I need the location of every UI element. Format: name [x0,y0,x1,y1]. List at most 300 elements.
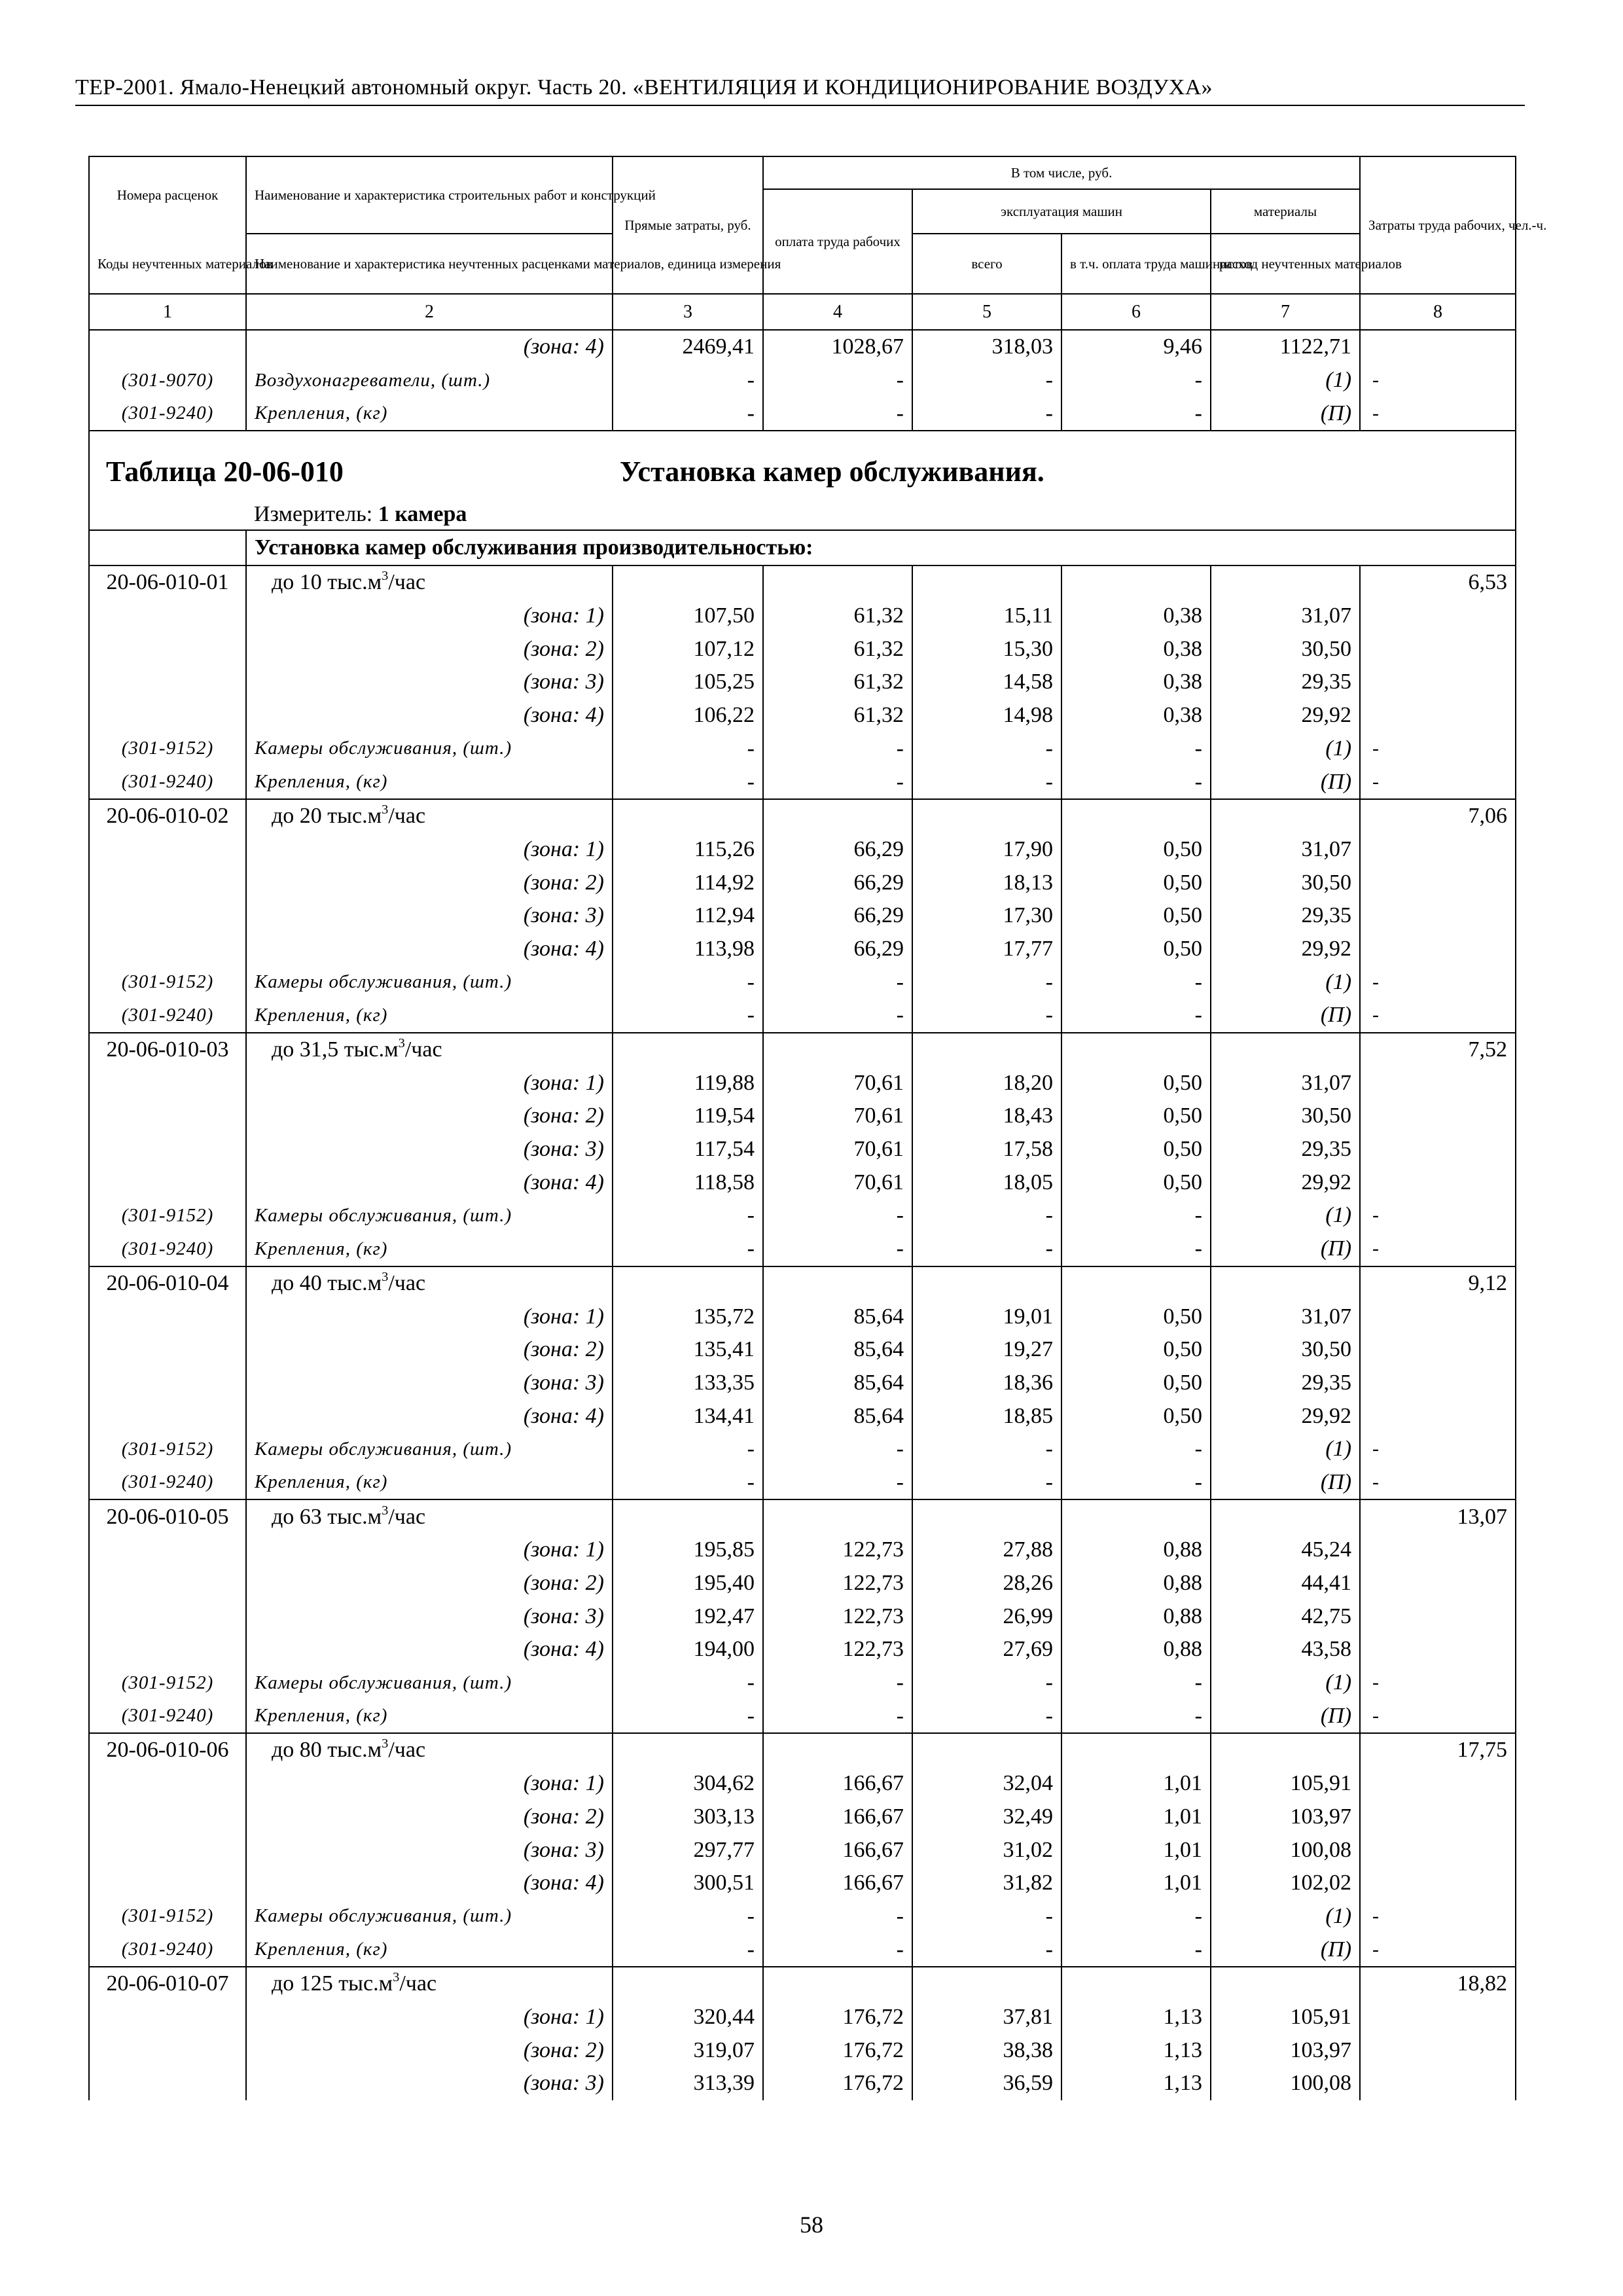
value-cell [912,1266,1061,1300]
value-cell: 0,88 [1061,1567,1211,1600]
zone-row [89,933,1516,966]
value-cell: 29,35 [1211,666,1360,699]
rate-name [246,799,613,833]
value-cell: 31,07 [1211,1300,1360,1333]
value-cell [763,1033,912,1067]
value-cell: 103,97 [1211,2034,1360,2067]
value-cell [613,565,763,600]
value-cell [912,1033,1061,1067]
rate-code: 20-06-010-02 [89,799,246,833]
zone-label: (зона: 1) [246,2001,613,2034]
rate-code-cell [89,1399,246,1433]
table-name: Таблица 20-06-010 [106,456,344,488]
zone-row [89,666,1516,699]
value-cell: 17,58 [912,1133,1061,1166]
value-cell: 32,04 [912,1767,1061,1801]
value-cell: 176,72 [763,2034,912,2067]
material-row [89,1933,1516,1967]
value-cell: - [613,765,763,799]
value-cell: 0,38 [1061,699,1211,732]
rate-unit-tail: /час [388,570,426,595]
value-cell: 31,02 [912,1833,1061,1867]
value-cell: - [912,765,1061,799]
value-cell [912,565,1061,600]
value-cell: - [613,1433,763,1466]
zone-label: (зона: 2) [246,1567,613,1600]
value-cell: - [912,1666,1061,1700]
zone-row [89,1767,1516,1801]
value-cell: 66,29 [763,933,912,966]
zone-row [89,2067,1516,2100]
value-cell: 0,50 [1061,933,1211,966]
value-cell: - [763,999,912,1033]
col-machines-total: всего [912,234,1061,294]
labor-cell: - [1360,1466,1516,1500]
zone-label: (зона: 2) [246,1100,613,1133]
value-cell: 106,22 [613,699,763,732]
col-rate-number: Номера расценок [89,156,246,234]
value-cell: 318,03 [912,330,1061,364]
value-cell: 37,81 [912,2001,1061,2034]
zone-row [89,2001,1516,2034]
material-name: Крепления, (кг) [246,999,613,1033]
value-cell: - [1061,999,1211,1033]
table-title-cell [89,431,1516,502]
material-name: Камеры обслуживания, (шт.) [246,1666,613,1700]
value-cell: - [912,1900,1061,1933]
material-name: Камеры обслуживания, (шт.) [246,732,613,766]
rate-row [89,1499,1516,1534]
value-cell: 19,01 [912,1300,1061,1333]
value-cell: 0,88 [1061,1534,1211,1567]
zone-row [89,632,1516,666]
value-cell: 66,29 [763,899,912,933]
material-name: Крепления, (кг) [246,1232,613,1266]
labor-cost: 6,53 [1360,565,1516,600]
zone-label: (зона: 2) [246,2034,613,2067]
material-code: (301-9240) [89,999,246,1033]
material-code: (301-9152) [89,1666,246,1700]
zone-label: (зона: 1) [246,1300,613,1333]
material-row [89,1466,1516,1500]
material-row [89,1199,1516,1232]
value-cell: 18,43 [912,1100,1061,1133]
rate-row [89,799,1516,833]
rate-code: 20-06-010-04 [89,1266,246,1300]
material-consumption: (П) [1211,999,1360,1033]
value-cell: 319,07 [613,2034,763,2067]
running-header: ТЕР-2001. Ямало-Ненецкий автономный округ. Часть 20. «ВЕНТИЛЯЦИЯ И КОНДИЦИОНИРОВАНИЕ ВОЗДУХА» [75,75,1213,99]
value-cell: 70,61 [763,1133,912,1166]
zone-row [89,1100,1516,1133]
col-machines: эксплуатация машин [912,189,1211,234]
value-cell: - [912,364,1061,397]
group-title: Установка камер обслуживания производительностью: [246,530,1516,565]
value-cell: 31,07 [1211,600,1360,633]
value-cell: 17,30 [912,899,1061,933]
rate-code-cell [89,1333,246,1367]
rate-name-text: до 10 тыс.м [272,570,382,595]
value-cell: - [912,1232,1061,1266]
labor-cell [1360,600,1516,633]
value-cell: - [613,732,763,766]
value-cell [763,1967,912,2001]
rate-unit-tail: /час [388,1738,426,1763]
value-cell: 300,51 [613,1867,763,1900]
value-cell: 17,77 [912,933,1061,966]
rate-code-cell [89,1534,246,1567]
zone-label: (зона: 4) [246,933,613,966]
material-code: (301-9152) [89,1433,246,1466]
zone-label: (зона: 4) [246,330,613,364]
value-cell: 195,40 [613,1567,763,1600]
table-header [89,156,1547,330]
labor-cell [1360,1100,1516,1133]
value-cell: - [613,999,763,1033]
rate-code-cell [89,2001,246,2034]
value-cell: 320,44 [613,2001,763,2034]
material-consumption: (П) [1211,1933,1360,1967]
value-cell: 30,50 [1211,1100,1360,1133]
value-cell: - [912,1433,1061,1466]
value-cell: - [613,1900,763,1933]
value-cell: 26,99 [912,1600,1061,1633]
rate-unit-tail: /час [388,1504,426,1529]
measurer-cell [246,502,1516,530]
material-row [89,364,1516,397]
zone-label: (зона: 3) [246,1600,613,1633]
rate-code-cell [89,866,246,899]
col-number: 4 [763,294,912,330]
material-code: (301-9070) [89,364,246,397]
page-number: 58 [800,2212,823,2238]
rate-code-cell [89,1367,246,1400]
zone-row [89,1166,1516,1199]
value-cell: 0,50 [1061,1166,1211,1199]
labor-cell [1360,2001,1516,2034]
rate-unit-tail: /час [388,1270,426,1295]
value-cell: 1,01 [1061,1833,1211,1867]
rate-code-cell [89,600,246,633]
material-name: Камеры обслуживания, (шт.) [246,1199,613,1232]
labor-cost: 17,75 [1360,1733,1516,1767]
labor-cell [1360,1867,1516,1900]
material-name: Камеры обслуживания, (шт.) [246,1433,613,1466]
value-cell: 29,92 [1211,699,1360,732]
value-cell: 103,97 [1211,1801,1360,1834]
col-number: 1 [89,294,246,330]
value-cell: - [763,1699,912,1733]
labor-cell: - [1360,1232,1516,1266]
material-consumption: (1) [1211,364,1360,397]
value-cell: 195,85 [613,1534,763,1567]
value-cell [912,1967,1061,2001]
rate-code: 20-06-010-06 [89,1733,246,1767]
value-cell: - [763,1433,912,1466]
value-cell: 0,50 [1061,1367,1211,1400]
labor-cost: 13,07 [1360,1499,1516,1534]
value-cell: 14,58 [912,666,1061,699]
col-labor-cost: Затраты труда рабочих, чел.-ч. [1360,156,1516,294]
value-cell: 135,41 [613,1333,763,1367]
value-cell: - [1061,965,1211,999]
unit-superscript: 3 [398,1036,405,1051]
value-cell: 61,32 [763,600,912,633]
rate-code-cell [89,666,246,699]
material-code: (301-9152) [89,1199,246,1232]
value-cell [613,1033,763,1067]
unit-superscript: 3 [382,569,389,584]
value-cell: 18,85 [912,1399,1061,1433]
rate-name-text: до 80 тыс.м [272,1738,382,1763]
value-cell: 166,67 [763,1833,912,1867]
value-cell: 133,35 [613,1367,763,1400]
col-number: 7 [1211,294,1360,330]
value-cell: - [912,1199,1061,1232]
labor-cell: - [1360,364,1516,397]
zone-label: (зона: 3) [246,666,613,699]
value-cell [1061,1266,1211,1300]
labor-cell: - [1360,1933,1516,1967]
value-cell: 135,72 [613,1300,763,1333]
value-cell: 0,50 [1061,1100,1211,1133]
value-cell [1211,799,1360,833]
col-name-bottom: Наименование и характеристика неучтенных расценками материалов, единица измерения [246,234,613,294]
unit-superscript: 3 [382,1269,389,1284]
value-cell: 115,26 [613,833,763,867]
rate-code-cell [89,1633,246,1666]
value-cell: 1,01 [1061,1867,1211,1900]
rate-code-cell [89,1066,246,1100]
unit-superscript: 3 [382,1736,389,1751]
zone-row [89,2034,1516,2067]
value-cell: 44,41 [1211,1567,1360,1600]
rate-code: 20-06-010-01 [89,565,246,600]
material-consumption: (П) [1211,397,1360,431]
value-cell [1061,565,1211,600]
rate-name [246,1967,613,2001]
value-cell: 0,50 [1061,866,1211,899]
value-cell [763,799,912,833]
value-cell: - [912,999,1061,1033]
labor-cell: - [1360,1666,1516,1700]
value-cell: 105,91 [1211,1767,1360,1801]
value-cell: - [1061,1232,1211,1266]
value-cell: 1028,67 [763,330,912,364]
value-cell: - [763,1199,912,1232]
zone-label: (зона: 2) [246,866,613,899]
col-labor-pay: оплата труда рабочих [763,189,912,294]
value-cell [763,1499,912,1534]
value-cell: - [1061,364,1211,397]
labor-cell [1360,1534,1516,1567]
labor-cell [1360,866,1516,899]
value-cell: - [1061,1666,1211,1700]
labor-cost: 7,52 [1360,1033,1516,1067]
zone-label: (зона: 4) [246,699,613,732]
zone-row [89,600,1516,633]
value-cell: - [1061,1699,1211,1733]
value-cell: 70,61 [763,1066,912,1100]
value-cell: 118,58 [613,1166,763,1199]
rate-unit-tail: /час [399,1971,437,1996]
zone-row [89,833,1516,867]
value-cell [912,799,1061,833]
material-name: Крепления, (кг) [246,765,613,799]
value-cell [763,1266,912,1300]
value-cell: 42,75 [1211,1600,1360,1633]
value-cell: - [763,397,912,431]
labor-cell [1360,1066,1516,1100]
measurer-label: Измеритель: [254,502,373,527]
zone-label: (зона: 1) [246,1534,613,1567]
column-numbers-row [89,294,1516,330]
material-consumption: (П) [1211,1466,1360,1500]
value-cell: 0,50 [1061,1300,1211,1333]
material-code: (301-9240) [89,1933,246,1967]
labor-cell [1360,833,1516,867]
rate-name [246,565,613,600]
zone-row [89,1633,1516,1666]
rate-code-cell [89,2067,246,2100]
material-name: Крепления, (кг) [246,1699,613,1733]
value-cell [912,1733,1061,1767]
value-cell: 14,98 [912,699,1061,732]
labor-cell [1360,1801,1516,1834]
labor-cell [1360,1333,1516,1367]
value-cell [1211,565,1360,600]
rate-code-cell [89,833,246,867]
value-cell: 122,73 [763,1567,912,1600]
zone-label: (зона: 4) [246,1166,613,1199]
col-number: 6 [1061,294,1211,330]
value-cell: 297,77 [613,1833,763,1867]
value-cell: 85,64 [763,1300,912,1333]
value-cell: 194,00 [613,1633,763,1666]
rate-code: 20-06-010-03 [89,1033,246,1067]
zone-row [89,1066,1516,1100]
value-cell: 107,50 [613,600,763,633]
value-cell [613,1499,763,1534]
unit-superscript: 3 [382,802,389,817]
labor-cell [1360,1767,1516,1801]
value-cell: - [613,1232,763,1266]
material-consumption: (1) [1211,1900,1360,1933]
rate-code-cell [89,1133,246,1166]
rate-name-text: до 63 тыс.м [272,1504,382,1529]
material-name: Воздухонагреватели, (шт.) [246,364,613,397]
value-cell: 45,24 [1211,1534,1360,1567]
value-cell [912,1499,1061,1534]
zone-label: (зона: 3) [246,1367,613,1400]
material-row [89,1699,1516,1733]
rate-code-cell [89,632,246,666]
material-code: (301-9152) [89,1900,246,1933]
value-cell: - [763,765,912,799]
rate-code-cell [89,1100,246,1133]
material-row [89,999,1516,1033]
rate-code: 20-06-010-05 [89,1499,246,1534]
col-machinist-pay: в т.ч. оплата труда машинистов [1061,234,1211,294]
labor-cell: - [1360,999,1516,1033]
table-title-row [89,431,1516,502]
value-cell: 70,61 [763,1100,912,1133]
material-row [89,965,1516,999]
zone-label: (зона: 2) [246,1801,613,1834]
value-cell: 1,13 [1061,2001,1211,2034]
material-name: Камеры обслуживания, (шт.) [246,965,613,999]
value-cell: - [763,1900,912,1933]
value-cell: 0,50 [1061,1333,1211,1367]
labor-cell [1360,1367,1516,1400]
value-cell: 1,13 [1061,2067,1211,2100]
value-cell: 304,62 [613,1767,763,1801]
material-name: Камеры обслуживания, (шт.) [246,1900,613,1933]
value-cell: 85,64 [763,1333,912,1367]
material-name: Крепления, (кг) [246,1933,613,1967]
zone-row [89,1300,1516,1333]
rate-code-cell [89,2034,246,2067]
value-cell: 112,94 [613,899,763,933]
value-cell: - [763,1466,912,1500]
zone-label: (зона: 2) [246,632,613,666]
col-number: 2 [246,294,613,330]
value-cell: 119,54 [613,1100,763,1133]
labor-cell [1360,666,1516,699]
value-cell: 61,32 [763,632,912,666]
value-cell [1061,1733,1211,1767]
labor-cell: - [1360,765,1516,799]
material-consumption: (1) [1211,1433,1360,1466]
value-cell: 61,32 [763,666,912,699]
rate-code-cell [89,1300,246,1333]
value-cell: 29,92 [1211,1166,1360,1199]
material-code: (301-9152) [89,965,246,999]
value-cell: 32,49 [912,1801,1061,1834]
rate-code-cell [89,1833,246,1867]
material-consumption: (П) [1211,765,1360,799]
value-cell [763,565,912,600]
labor-cell [1360,1567,1516,1600]
value-cell: 29,92 [1211,1399,1360,1433]
zone-row [89,1867,1516,1900]
rate-name-text: до 20 тыс.м [272,804,382,829]
value-cell: - [912,1699,1061,1733]
value-cell: 29,35 [1211,1133,1360,1166]
value-cell: 85,64 [763,1399,912,1433]
value-cell: - [763,1666,912,1700]
material-row [89,765,1516,799]
rate-row [89,565,1516,600]
value-cell: 0,38 [1061,666,1211,699]
measurer-spacer [89,502,246,530]
zone-row [89,1833,1516,1867]
group-spacer [89,530,246,565]
value-cell: 15,11 [912,600,1061,633]
rate-unit-tail: /час [404,1037,442,1062]
value-cell [613,1733,763,1767]
zone-label: (зона: 3) [246,2067,613,2100]
rate-code-cell [89,1600,246,1633]
labor-cell [1360,2034,1516,2067]
rate-row [89,1733,1516,1767]
value-cell: - [613,1666,763,1700]
value-cell: 192,47 [613,1600,763,1633]
value-cell: 0,38 [1061,632,1211,666]
labor-cell [1360,899,1516,933]
value-cell: 15,30 [912,632,1061,666]
value-cell: - [763,1933,912,1967]
